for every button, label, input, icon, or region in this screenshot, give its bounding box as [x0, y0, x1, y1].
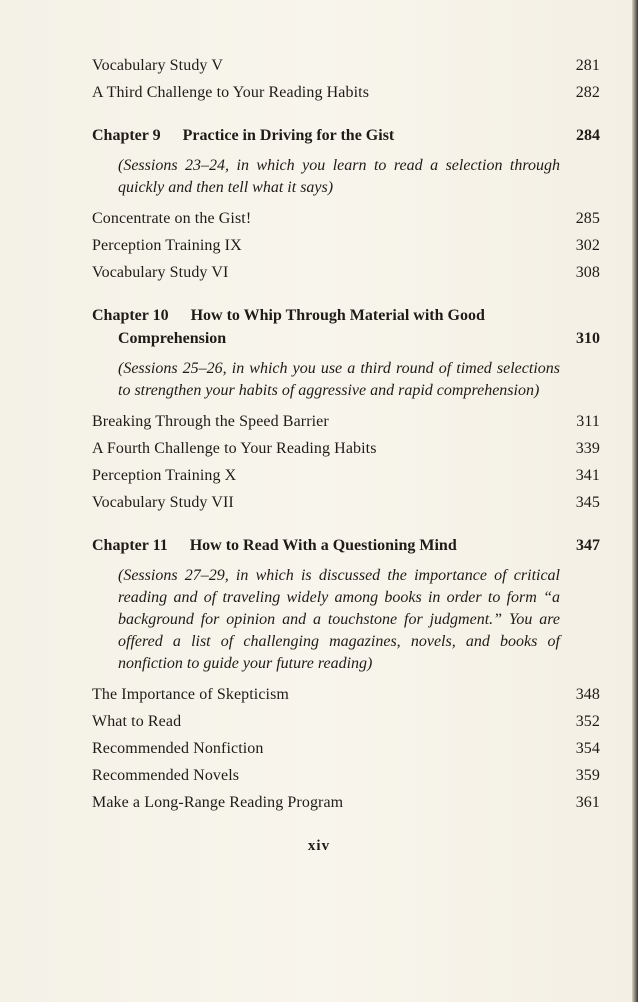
- toc-entry: [92, 259, 600, 286]
- entry-page: 282: [575, 84, 600, 101]
- table-of-contents: [92, 52, 600, 816]
- entry-title: The Importance of Skepticism: [92, 686, 289, 703]
- entry-page: 281: [575, 57, 600, 74]
- entry-title: A Fourth Challenge to Your Reading Habits: [92, 440, 377, 457]
- entry-title: Recommended Nonfiction: [92, 740, 264, 757]
- chapter-label: Chapter 10: [92, 307, 169, 324]
- entry-title: Breaking Through the Speed Barrier: [92, 413, 329, 430]
- chapter-sessions-note: (Sessions 23–24, in which you learn to read a selection through quickly and then tell what it says): [118, 157, 560, 196]
- entry-title: Make a Long-Range Reading Program: [92, 794, 344, 811]
- chapter-heading: [92, 534, 600, 557]
- entry-title: Vocabulary Study VII: [92, 494, 234, 511]
- chapter-title-line1: How to Whip Through Material with Good: [190, 307, 485, 324]
- chapter-title-line2: Comprehension: [118, 330, 227, 347]
- chapter-title: How to Read With a Questioning Mind: [189, 537, 457, 554]
- entry-title: Vocabulary Study VI: [92, 264, 229, 281]
- toc-entry: [92, 79, 600, 106]
- toc-entry: [92, 52, 600, 79]
- page-number: xiv: [307, 838, 331, 854]
- chapter-title: Practice in Driving for the Gist: [182, 127, 395, 144]
- entry-page: 354: [575, 740, 600, 757]
- toc-entry: [92, 435, 600, 462]
- toc-entry: [92, 735, 600, 762]
- entry-page: 359: [575, 767, 600, 784]
- entry-page: 339: [575, 440, 600, 457]
- entry-page: 352: [575, 713, 600, 730]
- entry-page: 348: [575, 686, 600, 703]
- chapter-heading: [92, 124, 600, 147]
- toc-entry: [92, 462, 600, 489]
- entry-title: What to Read: [92, 713, 182, 730]
- entry-title: Recommended Novels: [92, 767, 240, 784]
- chapter-heading: [92, 304, 600, 350]
- chapter-page: 284: [576, 127, 600, 144]
- toc-entry: [92, 232, 600, 259]
- entry-title: Concentrate on the Gist!: [92, 210, 252, 227]
- toc-entry: [92, 408, 600, 435]
- chapter-page: 310: [576, 330, 600, 347]
- toc-entry: [92, 762, 600, 789]
- chapter-label: Chapter 11: [92, 537, 168, 554]
- toc-entry: [92, 489, 600, 516]
- entry-page: 361: [575, 794, 600, 811]
- entry-page: 341: [575, 467, 600, 484]
- toc-entry: [92, 681, 600, 708]
- chapter-page: 347: [576, 537, 600, 554]
- entry-page: 308: [575, 264, 600, 281]
- chapter-sessions-note: (Sessions 25–26, in which you use a third round of timed selections to strengthen your habits of aggressive and rapid comprehension): [118, 360, 560, 399]
- entry-title: A Third Challenge to Your Reading Habits: [92, 84, 370, 101]
- entry-title: Perception Training X: [92, 467, 237, 484]
- entry-page: 302: [575, 237, 600, 254]
- entry-title: Perception Training IX: [92, 237, 242, 254]
- entry-page: 285: [575, 210, 600, 227]
- toc-entry: [92, 205, 600, 232]
- entry-title: Vocabulary Study V: [92, 57, 223, 74]
- toc-entry: [92, 789, 600, 816]
- chapter-label: Chapter 9: [92, 127, 161, 144]
- toc-entry: [92, 708, 600, 735]
- chapter-sessions-note: (Sessions 27–29, in which is discussed the importance of critical reading and of traveling widely among books in order to form “a background for opinion and a touchstone for judgment.” You are offered a list of challenging magazines, novels, and books of nonfiction to guide your future reading): [118, 567, 560, 672]
- entry-page: 311: [576, 413, 600, 430]
- entry-page: 345: [575, 494, 600, 511]
